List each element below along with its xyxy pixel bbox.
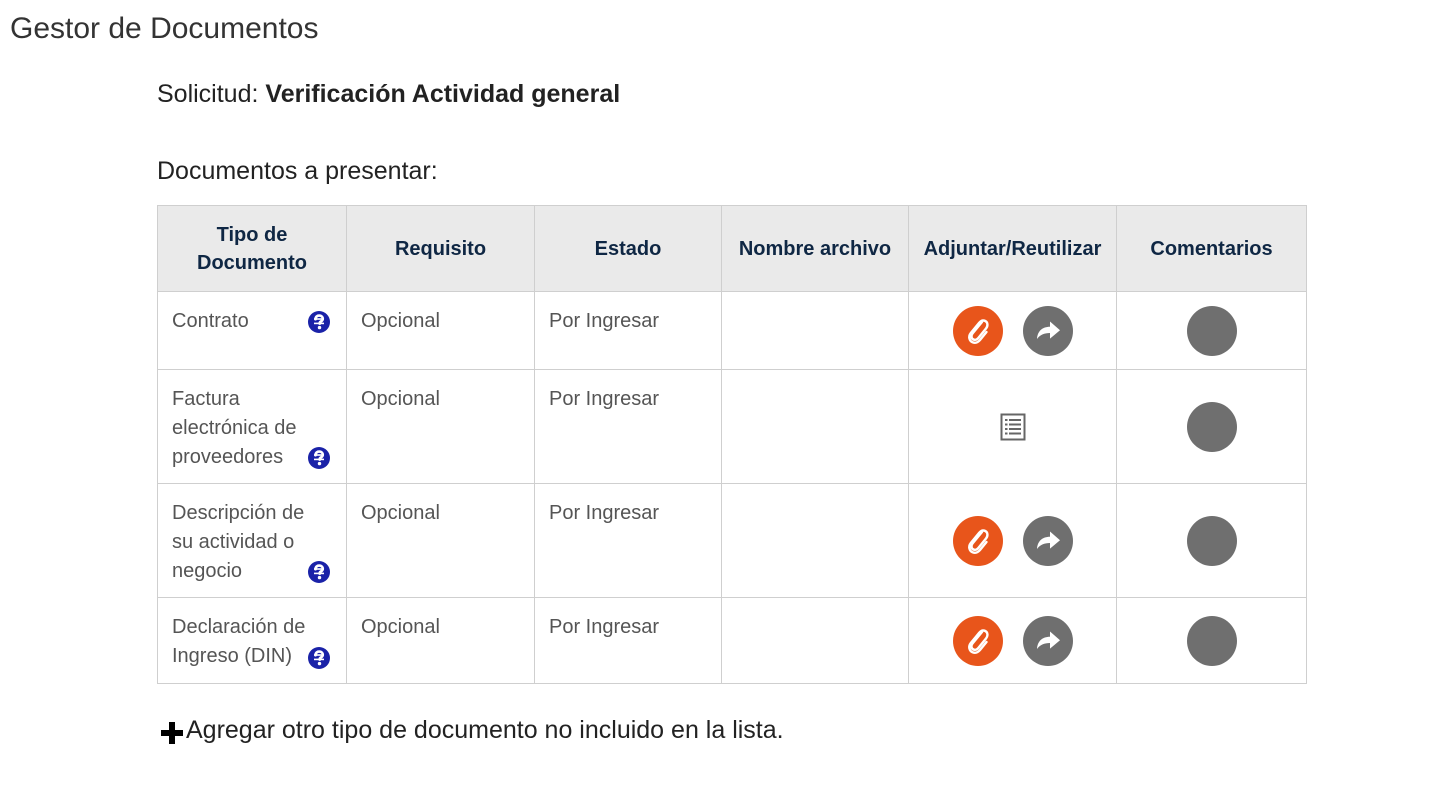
documents-table (157, 205, 1307, 684)
tipo-documento-text: negocio (172, 560, 243, 582)
tipo-documento-text: proveedores (172, 446, 284, 468)
cell-estado (535, 370, 722, 484)
paperclip-icon[interactable] (953, 306, 1003, 356)
share-arrow-icon[interactable] (1023, 616, 1073, 666)
header-tipo-documento (158, 206, 347, 292)
cell-nombre-archivo (722, 370, 909, 484)
share-arrow-icon[interactable] (1023, 516, 1073, 566)
comment-circle-icon[interactable] (1187, 306, 1237, 356)
estado-text: Por Ingresar (549, 616, 660, 638)
cell-nombre-archivo (722, 292, 909, 370)
tipo-documento-text: Contrato (172, 310, 249, 332)
cell-requisito (347, 484, 535, 598)
add-document-type-link[interactable] (160, 716, 784, 745)
cell-tipo-documento (158, 484, 347, 598)
comment-circle-icon[interactable] (1187, 516, 1237, 566)
nombre-archivo-text (722, 370, 908, 385)
question-circle-icon[interactable] (307, 446, 331, 470)
requisito-text: Opcional (361, 502, 440, 524)
table-row (158, 370, 1307, 484)
table-row (158, 598, 1307, 684)
nombre-archivo-text (722, 598, 908, 613)
cell-tipo-documento (158, 598, 347, 684)
header-tipo-line2: Documento (197, 251, 307, 274)
header-nombre-archivo: Nombre archivo (722, 206, 909, 292)
cell-tipo-documento (158, 370, 347, 484)
tipo-documento-text: su actividad o (172, 531, 295, 553)
cell-adjuntar-reutilizar (909, 484, 1117, 598)
header-estado: Estado (535, 206, 722, 292)
requisito-text: Opcional (361, 388, 440, 410)
header-adjuntar-reutilizar: Adjuntar/Reutilizar (909, 206, 1117, 292)
comment-circle-icon[interactable] (1187, 616, 1237, 666)
tipo-documento-text: Descripción de (172, 502, 305, 524)
question-circle-icon[interactable] (307, 560, 331, 584)
cell-comentarios (1117, 292, 1307, 370)
cell-comentarios (1117, 484, 1307, 598)
cell-nombre-archivo (722, 484, 909, 598)
plus-icon (160, 721, 184, 745)
question-circle-icon[interactable] (307, 646, 331, 670)
tipo-documento-text: Factura (172, 388, 240, 410)
tipo-documento-text: electrónica de (172, 417, 297, 439)
table-header-row (158, 206, 1307, 292)
comment-circle-icon[interactable] (1187, 402, 1237, 452)
cell-adjuntar-reutilizar (909, 370, 1117, 484)
cell-requisito (347, 370, 535, 484)
solicitud-label: Solicitud: (157, 80, 259, 108)
add-document-type-label: Agregar otro tipo de documento no incluido en la lista. (186, 716, 784, 744)
cell-adjuntar-reutilizar (909, 598, 1117, 684)
table-row (158, 484, 1307, 598)
estado-text: Por Ingresar (549, 310, 660, 332)
cell-estado (535, 484, 722, 598)
share-arrow-icon[interactable] (1023, 306, 1073, 356)
tipo-documento-text: Ingreso (DIN) (172, 645, 293, 667)
document-list-icon[interactable] (1000, 413, 1026, 441)
requisito-text: Opcional (361, 310, 440, 332)
tipo-documento-text: Declaración de (172, 616, 306, 638)
documents-section-label: Documentos a presentar: (157, 157, 438, 185)
estado-text: Por Ingresar (549, 388, 660, 410)
question-circle-icon[interactable] (307, 310, 331, 334)
cell-nombre-archivo (722, 598, 909, 684)
header-comentarios: Comentarios (1117, 206, 1307, 292)
cell-requisito (347, 292, 535, 370)
requisito-text: Opcional (361, 616, 440, 638)
table-row (158, 292, 1307, 370)
estado-text: Por Ingresar (549, 502, 660, 524)
nombre-archivo-text (722, 292, 908, 307)
page-title: Gestor de Documentos (10, 12, 319, 45)
cell-adjuntar-reutilizar (909, 292, 1117, 370)
paperclip-icon[interactable] (953, 616, 1003, 666)
cell-comentarios (1117, 598, 1307, 684)
solicitud-line (157, 80, 620, 109)
paperclip-icon[interactable] (953, 516, 1003, 566)
nombre-archivo-text (722, 484, 908, 499)
header-requisito: Requisito (347, 206, 535, 292)
cell-tipo-documento (158, 292, 347, 370)
cell-comentarios (1117, 370, 1307, 484)
solicitud-value: Verificación Actividad general (265, 80, 621, 108)
header-tipo-line1: Tipo de (216, 223, 288, 246)
cell-requisito (347, 598, 535, 684)
cell-estado (535, 598, 722, 684)
documents-table-body (158, 292, 1307, 684)
cell-estado (535, 292, 722, 370)
